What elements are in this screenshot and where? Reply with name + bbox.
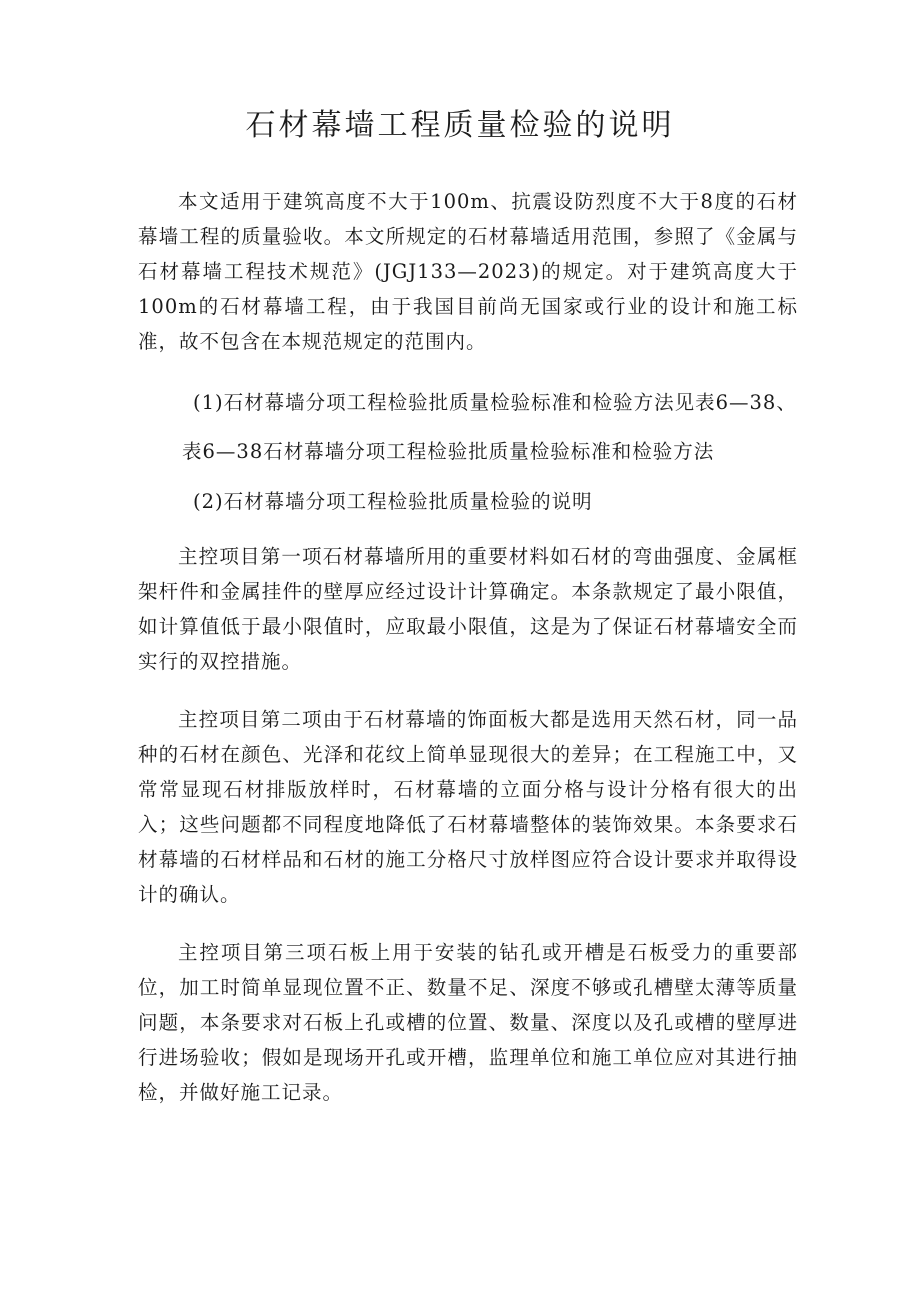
document-title: 石材幕墙工程质量检验的说明 <box>245 108 675 143</box>
paragraph-main-control-3: 主控项目第三项石板上用于安装的钻孔或开槽是石板受力的重要部位，加工时简单显现位置不正、数量不足、深度不够或孔槽壁太薄等质量问题，本条要求对石板上孔或槽的位置、数量、深度以及孔或槽的壁厚进行进场验收；假如是现场开孔或开槽，监理单位和施工单位应对其进行抽检，并做好施工记录。 <box>138 941 798 1104</box>
paragraph-main-control-2: 主控项目第二项由于石材幕墙的饰面板大都是选用天然石材，同一品种的石材在颜色、光泽和花纹上简单显现很大的差异；在工程施工中，又常常显现石材排版放样时，石材幕墙的立面分格与设计分格有很大的出入；这些问题都不同程度地降低了石材幕墙整体的装饰效果。本条要求石材幕墙的石材样品和石材的施工分格尺寸放样图应符合设计要求并取得设计的确认。 <box>138 708 798 906</box>
item-2: (2)石材幕墙分项工程检验批质量检验的说明 <box>193 490 593 513</box>
table-caption: 表6—38石材幕墙分项工程检验批质量检验标准和检验方法 <box>182 440 715 463</box>
paragraph-main-control-1: 主控项目第一项石材幕墙所用的重要材料如石材的弯曲强度、金属框架杆件和金属挂件的壁厚应经过设计计算确定。本条款规定了最小限值，如计算值低于最小限值时，应取最小限值，这是为了保证石材幕墙安全而实行的双控措施。 <box>138 545 798 673</box>
intro-paragraph: 本文适用于建筑高度不大于100m、抗震设防烈度不大于8度的石材幕墙工程的质量验收。本文所规定的石材幕墙适用范围，参照了《金属与石材幕墙工程技术规范》(JGJ133—2023)的规定。对于建筑高度大于100m的石材幕墙工程，由于我国目前尚无国家或行业的设计和施工标准，故不包含在本规范规定的范围内。 <box>138 190 798 353</box>
item-1: (1)石材幕墙分项工程检验批质量检验标准和检验方法见表6—38、 <box>193 391 797 414</box>
